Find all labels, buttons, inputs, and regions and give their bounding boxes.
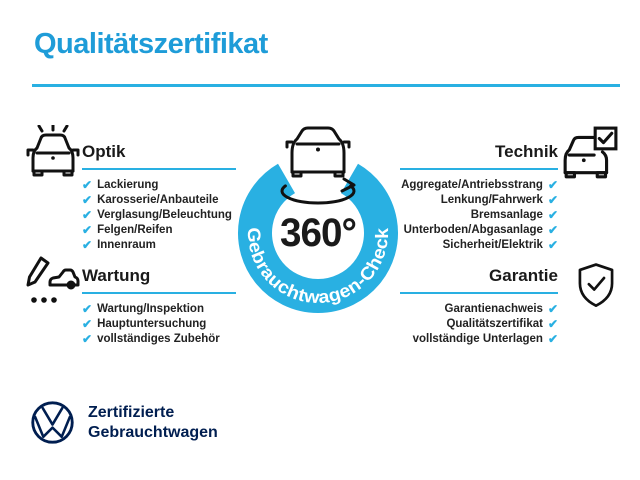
check-icon: ✔	[547, 208, 558, 222]
list-item	[82, 303, 236, 315]
item-label: Lackierung	[97, 179, 159, 191]
list-item	[82, 333, 236, 345]
check-icon: ✔	[547, 193, 558, 207]
vw-logo-icon	[30, 400, 75, 445]
360-check-graphic	[213, 113, 423, 328]
item-label: Hauptuntersuchung	[97, 318, 207, 330]
list-item	[400, 333, 558, 345]
list-item	[400, 224, 558, 236]
brand-line1: Zertifizierte	[88, 403, 175, 421]
check-icon: ✔	[547, 317, 558, 331]
check-icon: ✔	[82, 302, 93, 316]
wartung-list	[82, 303, 236, 345]
list-item	[400, 239, 558, 251]
item-label: Qualitätszertifikat	[446, 318, 543, 330]
service-checklist-icon	[25, 255, 81, 311]
car-shine-icon	[25, 125, 81, 181]
item-label: Bremsanlage	[470, 209, 543, 221]
item-label: Sicherheit/Elektrik	[442, 239, 543, 251]
wartung-heading: Wartung	[82, 266, 236, 294]
item-label: Garantienachweis	[444, 303, 543, 315]
check-icon: ✔	[82, 317, 93, 331]
shield-check-icon	[571, 259, 621, 313]
item-label: vollständige Unterlagen	[412, 333, 543, 345]
check-icon: ✔	[82, 193, 93, 207]
item-label: Aggregate/Antriebsstrang	[401, 179, 543, 191]
check-icon: ✔	[82, 208, 93, 222]
list-item	[82, 179, 236, 191]
check-icon: ✔	[547, 302, 558, 316]
degrees-label: 360°	[280, 211, 357, 255]
list-item	[400, 209, 558, 221]
brand-line2: Gebrauchtwagen	[88, 423, 218, 441]
page-title: Qualitätszertifikat	[34, 28, 268, 60]
check-icon: ✔	[82, 178, 93, 192]
item-label: Karosserie/Anbauteile	[97, 194, 219, 206]
item-label: Lenkung/Fahrwerk	[440, 194, 543, 206]
check-icon: ✔	[82, 332, 93, 346]
list-item	[400, 303, 558, 315]
check-icon: ✔	[547, 238, 558, 252]
check-icon: ✔	[547, 223, 558, 237]
optik-heading: Optik	[82, 142, 236, 170]
brand-footer	[30, 400, 218, 445]
item-label: Verglasung/Beleuchtung	[97, 209, 232, 221]
list-item	[82, 318, 236, 330]
check-icon: ✔	[82, 223, 93, 237]
garantie-list	[400, 303, 558, 345]
item-label: Unterboden/Abgasanlage	[403, 224, 543, 236]
ring-label: Gebrauchtwagen-Check	[243, 227, 393, 308]
section-garantie	[400, 266, 558, 345]
car-checkbox-icon	[561, 125, 619, 183]
check-icon: ✔	[82, 238, 93, 252]
section-wartung	[82, 266, 236, 345]
list-item	[400, 194, 558, 206]
check-icon: ✔	[547, 178, 558, 192]
brand-text	[88, 403, 218, 442]
list-item	[82, 224, 236, 236]
list-item	[82, 194, 236, 206]
technik-list	[400, 179, 558, 251]
section-optik	[82, 142, 236, 251]
check-icon: ✔	[547, 332, 558, 346]
list-item	[400, 179, 558, 191]
title-divider	[32, 84, 620, 87]
section-technik	[400, 142, 558, 251]
optik-list	[82, 179, 236, 251]
item-label: Felgen/Reifen	[97, 224, 173, 236]
item-label: vollständiges Zubehör	[97, 333, 220, 345]
list-item	[400, 318, 558, 330]
garantie-heading: Garantie	[400, 266, 558, 294]
technik-heading: Technik	[400, 142, 558, 170]
list-item	[82, 239, 236, 251]
item-label: Innenraum	[97, 239, 156, 251]
item-label: Wartung/Inspektion	[97, 303, 204, 315]
list-item	[82, 209, 236, 221]
